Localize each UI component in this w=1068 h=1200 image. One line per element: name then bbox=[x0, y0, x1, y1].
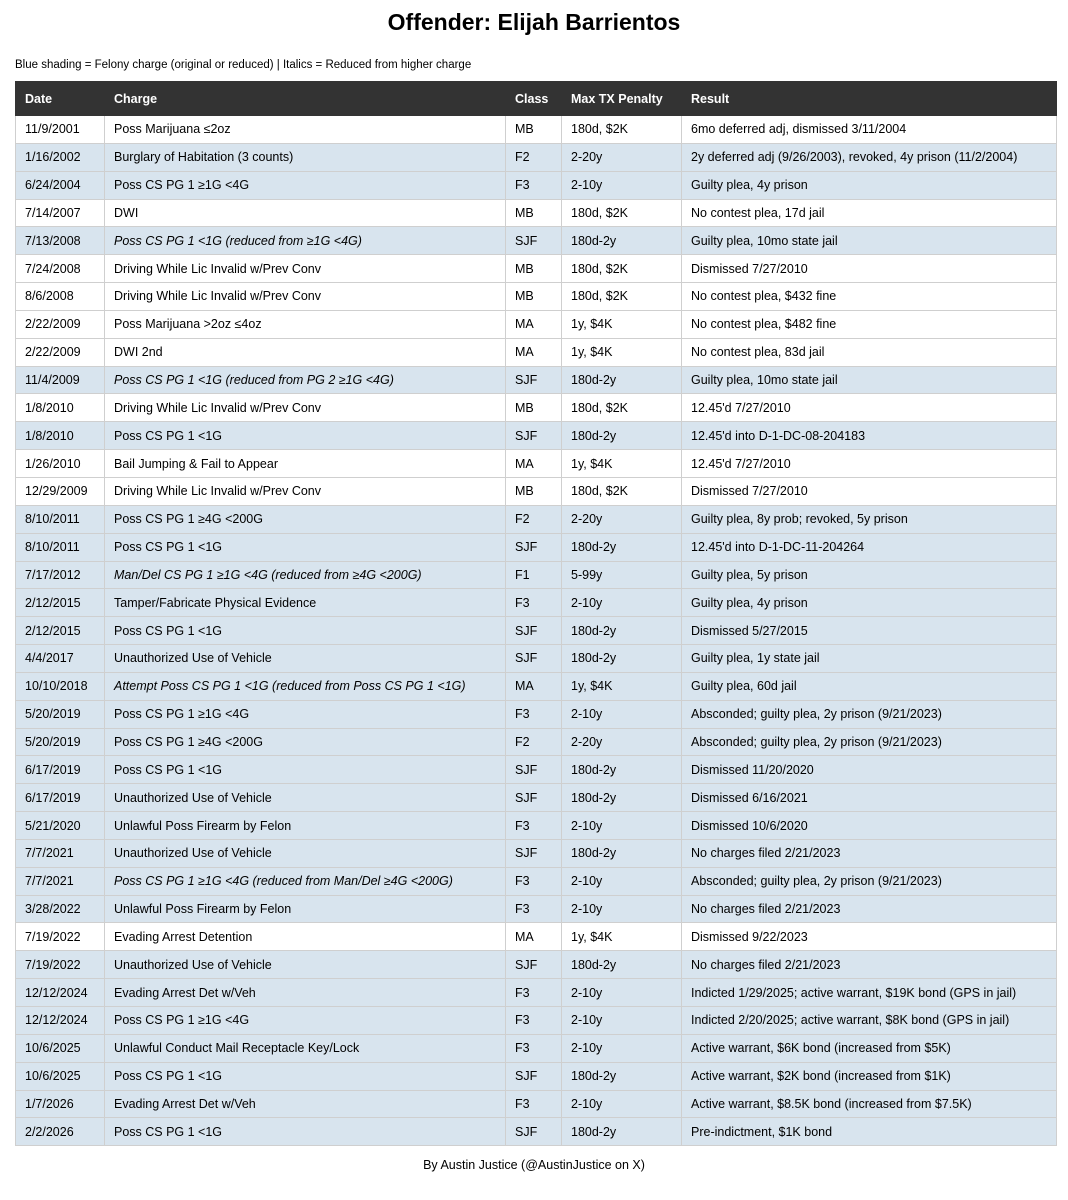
cell-date: 8/10/2011 bbox=[16, 533, 105, 561]
cell-date: 11/9/2001 bbox=[16, 116, 105, 144]
table-row bbox=[16, 310, 1057, 338]
cell-class: SJF bbox=[506, 617, 562, 645]
cell-date: 2/2/2026 bbox=[16, 1118, 105, 1146]
cell-class: F3 bbox=[506, 1090, 562, 1118]
table-row bbox=[16, 672, 1057, 700]
cell-result: Dismissed 5/27/2015 bbox=[682, 617, 1057, 645]
table-row bbox=[16, 1034, 1057, 1062]
cell-result: Guilty plea, 10mo state jail bbox=[682, 366, 1057, 394]
cell-class: MB bbox=[506, 477, 562, 505]
cell-max-penalty: 1y, $4K bbox=[562, 672, 682, 700]
cell-max-penalty: 180d-2y bbox=[562, 227, 682, 255]
header-class: Class bbox=[506, 82, 562, 116]
cell-date: 7/19/2022 bbox=[16, 951, 105, 979]
cell-max-penalty: 2-10y bbox=[562, 589, 682, 617]
cell-result: Dismissed 7/27/2010 bbox=[682, 477, 1057, 505]
cell-class: F2 bbox=[506, 728, 562, 756]
legend-note: Blue shading = Felony charge (original or reduced) | Italics = Reduced from higher charge bbox=[15, 59, 472, 71]
cell-date: 11/4/2009 bbox=[16, 366, 105, 394]
table-row bbox=[16, 533, 1057, 561]
cell-result: No contest plea, $482 fine bbox=[682, 310, 1057, 338]
cell-result: Active warrant, $6K bond (increased from $5K) bbox=[682, 1034, 1057, 1062]
cell-class: F1 bbox=[506, 561, 562, 589]
cell-result: Active warrant, $2K bond (increased from $1K) bbox=[682, 1062, 1057, 1090]
cell-charge: Poss CS PG 1 ≥1G <4G bbox=[105, 700, 506, 728]
cell-date: 2/22/2009 bbox=[16, 310, 105, 338]
cell-date: 6/17/2019 bbox=[16, 784, 105, 812]
cell-date: 8/6/2008 bbox=[16, 283, 105, 311]
table-row bbox=[16, 227, 1057, 255]
cell-result: Dismissed 11/20/2020 bbox=[682, 756, 1057, 784]
cell-max-penalty: 180d-2y bbox=[562, 422, 682, 450]
cell-result: Active warrant, $8.5K bond (increased from $7.5K) bbox=[682, 1090, 1057, 1118]
cell-date: 5/20/2019 bbox=[16, 700, 105, 728]
cell-result: 6mo deferred adj, dismissed 3/11/2004 bbox=[682, 116, 1057, 144]
table-row bbox=[16, 645, 1057, 673]
cell-class: SJF bbox=[506, 784, 562, 812]
cell-max-penalty: 180d-2y bbox=[562, 1118, 682, 1146]
table-row bbox=[16, 422, 1057, 450]
cell-charge: Unlawful Conduct Mail Receptacle Key/Lock bbox=[105, 1034, 506, 1062]
cell-max-penalty: 1y, $4K bbox=[562, 923, 682, 951]
cell-result: Indicted 2/20/2025; active warrant, $8K bond (GPS in jail) bbox=[682, 1007, 1057, 1035]
cell-charge: Poss CS PG 1 <1G (reduced from ≥1G <4G) bbox=[105, 227, 506, 255]
cell-charge: Poss CS PG 1 ≥1G <4G (reduced from Man/Del ≥4G <200G) bbox=[105, 867, 506, 895]
cell-class: MA bbox=[506, 923, 562, 951]
cell-result: Guilty plea, 60d jail bbox=[682, 672, 1057, 700]
cell-max-penalty: 180d-2y bbox=[562, 784, 682, 812]
cell-max-penalty: 1y, $4K bbox=[562, 338, 682, 366]
cell-class: SJF bbox=[506, 756, 562, 784]
cell-result: Guilty plea, 4y prison bbox=[682, 589, 1057, 617]
cell-max-penalty: 180d, $2K bbox=[562, 255, 682, 283]
cell-max-penalty: 180d-2y bbox=[562, 533, 682, 561]
table-row bbox=[16, 867, 1057, 895]
cell-charge: Driving While Lic Invalid w/Prev Conv bbox=[105, 477, 506, 505]
cell-class: F3 bbox=[506, 812, 562, 840]
cell-class: MA bbox=[506, 338, 562, 366]
cell-charge: Poss CS PG 1 <1G bbox=[105, 533, 506, 561]
cell-max-penalty: 2-10y bbox=[562, 1007, 682, 1035]
cell-date: 3/28/2022 bbox=[16, 895, 105, 923]
cell-result: No contest plea, $432 fine bbox=[682, 283, 1057, 311]
cell-charge: Tamper/Fabricate Physical Evidence bbox=[105, 589, 506, 617]
cell-result: Guilty plea, 4y prison bbox=[682, 171, 1057, 199]
cell-class: MA bbox=[506, 310, 562, 338]
table-row bbox=[16, 394, 1057, 422]
footer-credit: By Austin Justice (@AustinJustice on X) bbox=[423, 1158, 645, 1172]
cell-class: SJF bbox=[506, 1062, 562, 1090]
table-row bbox=[16, 979, 1057, 1007]
cell-charge: Unauthorized Use of Vehicle bbox=[105, 951, 506, 979]
cell-max-penalty: 180d-2y bbox=[562, 839, 682, 867]
cell-result: No charges filed 2/21/2023 bbox=[682, 839, 1057, 867]
cell-date: 1/7/2026 bbox=[16, 1090, 105, 1118]
table-row bbox=[16, 951, 1057, 979]
cell-max-penalty: 180d, $2K bbox=[562, 283, 682, 311]
cell-class: F3 bbox=[506, 895, 562, 923]
cell-max-penalty: 5-99y bbox=[562, 561, 682, 589]
cell-result: Indicted 1/29/2025; active warrant, $19K bond (GPS in jail) bbox=[682, 979, 1057, 1007]
header-date: Date bbox=[16, 82, 105, 116]
cell-charge: Burglary of Habitation (3 counts) bbox=[105, 143, 506, 171]
cell-result: Absconded; guilty plea, 2y prison (9/21/2023) bbox=[682, 700, 1057, 728]
table-body bbox=[16, 116, 1057, 1146]
cell-result: Guilty plea, 5y prison bbox=[682, 561, 1057, 589]
cell-result: Guilty plea, 8y prob; revoked, 5y prison bbox=[682, 505, 1057, 533]
cell-charge: Poss CS PG 1 <1G bbox=[105, 1062, 506, 1090]
cell-class: F3 bbox=[506, 1034, 562, 1062]
cell-charge: Evading Arrest Det w/Veh bbox=[105, 1090, 506, 1118]
table-row bbox=[16, 450, 1057, 478]
cell-result: Guilty plea, 1y state jail bbox=[682, 645, 1057, 673]
cell-charge: Poss CS PG 1 <1G (reduced from PG 2 ≥1G <4G) bbox=[105, 366, 506, 394]
cell-max-penalty: 180d, $2K bbox=[562, 199, 682, 227]
cell-class: MB bbox=[506, 394, 562, 422]
table-row bbox=[16, 1062, 1057, 1090]
table-row bbox=[16, 255, 1057, 283]
cell-charge: Evading Arrest Det w/Veh bbox=[105, 979, 506, 1007]
cell-date: 7/17/2012 bbox=[16, 561, 105, 589]
cell-charge: Unlawful Poss Firearm by Felon bbox=[105, 812, 506, 840]
cell-date: 10/10/2018 bbox=[16, 672, 105, 700]
cell-charge: Poss CS PG 1 <1G bbox=[105, 756, 506, 784]
cell-class: F3 bbox=[506, 867, 562, 895]
cell-charge: Bail Jumping & Fail to Appear bbox=[105, 450, 506, 478]
table-row bbox=[16, 923, 1057, 951]
cell-class: F3 bbox=[506, 700, 562, 728]
table-row bbox=[16, 728, 1057, 756]
cell-charge: Poss CS PG 1 ≥4G <200G bbox=[105, 728, 506, 756]
header-charge: Charge bbox=[105, 82, 506, 116]
cell-charge: Poss Marijuana ≤2oz bbox=[105, 116, 506, 144]
cell-charge: Unauthorized Use of Vehicle bbox=[105, 784, 506, 812]
cell-result: Guilty plea, 10mo state jail bbox=[682, 227, 1057, 255]
cell-result: Absconded; guilty plea, 2y prison (9/21/2023) bbox=[682, 867, 1057, 895]
table-row bbox=[16, 589, 1057, 617]
offense-table bbox=[15, 81, 1057, 1146]
cell-charge: Driving While Lic Invalid w/Prev Conv bbox=[105, 283, 506, 311]
cell-class: SJF bbox=[506, 645, 562, 673]
cell-max-penalty: 2-10y bbox=[562, 812, 682, 840]
cell-max-penalty: 180d-2y bbox=[562, 366, 682, 394]
header-max-penalty: Max TX Penalty bbox=[562, 82, 682, 116]
cell-date: 7/14/2007 bbox=[16, 199, 105, 227]
cell-max-penalty: 2-10y bbox=[562, 1090, 682, 1118]
cell-class: SJF bbox=[506, 533, 562, 561]
cell-result: Dismissed 7/27/2010 bbox=[682, 255, 1057, 283]
cell-result: Dismissed 6/16/2021 bbox=[682, 784, 1057, 812]
cell-charge: Attempt Poss CS PG 1 <1G (reduced from Poss CS PG 1 <1G) bbox=[105, 672, 506, 700]
cell-date: 1/8/2010 bbox=[16, 394, 105, 422]
cell-class: F3 bbox=[506, 171, 562, 199]
table-row bbox=[16, 1118, 1057, 1146]
cell-charge: Poss CS PG 1 <1G bbox=[105, 617, 506, 645]
cell-class: F2 bbox=[506, 505, 562, 533]
cell-result: Dismissed 9/22/2023 bbox=[682, 923, 1057, 951]
cell-max-penalty: 2-20y bbox=[562, 728, 682, 756]
cell-class: F3 bbox=[506, 979, 562, 1007]
cell-charge: Poss CS PG 1 <1G bbox=[105, 422, 506, 450]
cell-class: SJF bbox=[506, 227, 562, 255]
cell-class: MB bbox=[506, 283, 562, 311]
cell-result: No contest plea, 17d jail bbox=[682, 199, 1057, 227]
cell-date: 1/8/2010 bbox=[16, 422, 105, 450]
cell-charge: Poss CS PG 1 <1G bbox=[105, 1118, 506, 1146]
cell-charge: Driving While Lic Invalid w/Prev Conv bbox=[105, 394, 506, 422]
cell-charge: Evading Arrest Detention bbox=[105, 923, 506, 951]
cell-max-penalty: 180d, $2K bbox=[562, 477, 682, 505]
cell-max-penalty: 180d, $2K bbox=[562, 394, 682, 422]
cell-date: 12/12/2024 bbox=[16, 979, 105, 1007]
cell-result: Absconded; guilty plea, 2y prison (9/21/2023) bbox=[682, 728, 1057, 756]
cell-class: SJF bbox=[506, 1118, 562, 1146]
cell-charge: Poss Marijuana >2oz ≤4oz bbox=[105, 310, 506, 338]
cell-charge: Poss CS PG 1 ≥1G <4G bbox=[105, 1007, 506, 1035]
cell-date: 2/12/2015 bbox=[16, 617, 105, 645]
cell-class: SJF bbox=[506, 839, 562, 867]
cell-charge: Unlawful Poss Firearm by Felon bbox=[105, 895, 506, 923]
table-row bbox=[16, 477, 1057, 505]
table-row bbox=[16, 839, 1057, 867]
cell-class: SJF bbox=[506, 366, 562, 394]
cell-date: 2/12/2015 bbox=[16, 589, 105, 617]
cell-charge: DWI 2nd bbox=[105, 338, 506, 366]
table-row bbox=[16, 505, 1057, 533]
page-title: Offender: Elijah Barrientos bbox=[387, 9, 681, 35]
cell-class: MB bbox=[506, 199, 562, 227]
cell-class: F3 bbox=[506, 589, 562, 617]
cell-max-penalty: 2-10y bbox=[562, 700, 682, 728]
cell-max-penalty: 2-10y bbox=[562, 1034, 682, 1062]
cell-result: No charges filed 2/21/2023 bbox=[682, 951, 1057, 979]
table-header-row bbox=[16, 82, 1057, 116]
table-row bbox=[16, 1090, 1057, 1118]
cell-date: 4/4/2017 bbox=[16, 645, 105, 673]
cell-max-penalty: 180d-2y bbox=[562, 617, 682, 645]
cell-charge: Unauthorized Use of Vehicle bbox=[105, 645, 506, 673]
table-row bbox=[16, 561, 1057, 589]
cell-result: No charges filed 2/21/2023 bbox=[682, 895, 1057, 923]
cell-max-penalty: 180d, $2K bbox=[562, 116, 682, 144]
cell-class: F2 bbox=[506, 143, 562, 171]
cell-date: 10/6/2025 bbox=[16, 1062, 105, 1090]
cell-result: Pre-indictment, $1K bond bbox=[682, 1118, 1057, 1146]
table-row bbox=[16, 116, 1057, 144]
cell-result: 12.45'd into D-1-DC-11-204264 bbox=[682, 533, 1057, 561]
table-row bbox=[16, 338, 1057, 366]
table-row bbox=[16, 784, 1057, 812]
cell-date: 8/10/2011 bbox=[16, 505, 105, 533]
cell-result: 12.45'd into D-1-DC-08-204183 bbox=[682, 422, 1057, 450]
table-row bbox=[16, 171, 1057, 199]
table-row bbox=[16, 812, 1057, 840]
cell-max-penalty: 2-20y bbox=[562, 143, 682, 171]
cell-max-penalty: 2-20y bbox=[562, 505, 682, 533]
cell-date: 7/7/2021 bbox=[16, 839, 105, 867]
cell-max-penalty: 2-10y bbox=[562, 895, 682, 923]
cell-class: MA bbox=[506, 450, 562, 478]
cell-date: 2/22/2009 bbox=[16, 338, 105, 366]
table-row bbox=[16, 366, 1057, 394]
cell-date: 6/24/2004 bbox=[16, 171, 105, 199]
cell-max-penalty: 180d-2y bbox=[562, 1062, 682, 1090]
cell-charge: Poss CS PG 1 ≥1G <4G bbox=[105, 171, 506, 199]
cell-result: 12.45'd 7/27/2010 bbox=[682, 450, 1057, 478]
cell-max-penalty: 2-10y bbox=[562, 867, 682, 895]
cell-result: 12.45'd 7/27/2010 bbox=[682, 394, 1057, 422]
table-row bbox=[16, 143, 1057, 171]
cell-class: MB bbox=[506, 116, 562, 144]
table-row bbox=[16, 199, 1057, 227]
header-result: Result bbox=[682, 82, 1057, 116]
cell-class: F3 bbox=[506, 1007, 562, 1035]
table-row bbox=[16, 1007, 1057, 1035]
cell-result: 2y deferred adj (9/26/2003), revoked, 4y prison (11/2/2004) bbox=[682, 143, 1057, 171]
cell-max-penalty: 2-10y bbox=[562, 979, 682, 1007]
cell-result: No contest plea, 83d jail bbox=[682, 338, 1057, 366]
cell-date: 5/20/2019 bbox=[16, 728, 105, 756]
cell-date: 1/16/2002 bbox=[16, 143, 105, 171]
cell-charge: Unauthorized Use of Vehicle bbox=[105, 839, 506, 867]
cell-date: 12/12/2024 bbox=[16, 1007, 105, 1035]
cell-date: 7/7/2021 bbox=[16, 867, 105, 895]
cell-charge: Poss CS PG 1 ≥4G <200G bbox=[105, 505, 506, 533]
cell-date: 12/29/2009 bbox=[16, 477, 105, 505]
cell-result: Dismissed 10/6/2020 bbox=[682, 812, 1057, 840]
cell-class: MB bbox=[506, 255, 562, 283]
cell-max-penalty: 1y, $4K bbox=[562, 310, 682, 338]
cell-max-penalty: 180d-2y bbox=[562, 645, 682, 673]
cell-date: 7/13/2008 bbox=[16, 227, 105, 255]
table-row bbox=[16, 283, 1057, 311]
cell-date: 1/26/2010 bbox=[16, 450, 105, 478]
cell-date: 10/6/2025 bbox=[16, 1034, 105, 1062]
cell-class: SJF bbox=[506, 422, 562, 450]
cell-date: 7/19/2022 bbox=[16, 923, 105, 951]
table-row bbox=[16, 700, 1057, 728]
cell-date: 5/21/2020 bbox=[16, 812, 105, 840]
cell-max-penalty: 180d-2y bbox=[562, 756, 682, 784]
cell-max-penalty: 180d-2y bbox=[562, 951, 682, 979]
cell-date: 6/17/2019 bbox=[16, 756, 105, 784]
cell-charge: Man/Del CS PG 1 ≥1G <4G (reduced from ≥4G <200G) bbox=[105, 561, 506, 589]
cell-date: 7/24/2008 bbox=[16, 255, 105, 283]
cell-charge: Driving While Lic Invalid w/Prev Conv bbox=[105, 255, 506, 283]
cell-class: SJF bbox=[506, 951, 562, 979]
cell-class: MA bbox=[506, 672, 562, 700]
cell-max-penalty: 1y, $4K bbox=[562, 450, 682, 478]
table-row bbox=[16, 756, 1057, 784]
cell-max-penalty: 2-10y bbox=[562, 171, 682, 199]
cell-charge: DWI bbox=[105, 199, 506, 227]
table-row bbox=[16, 617, 1057, 645]
table-row bbox=[16, 895, 1057, 923]
